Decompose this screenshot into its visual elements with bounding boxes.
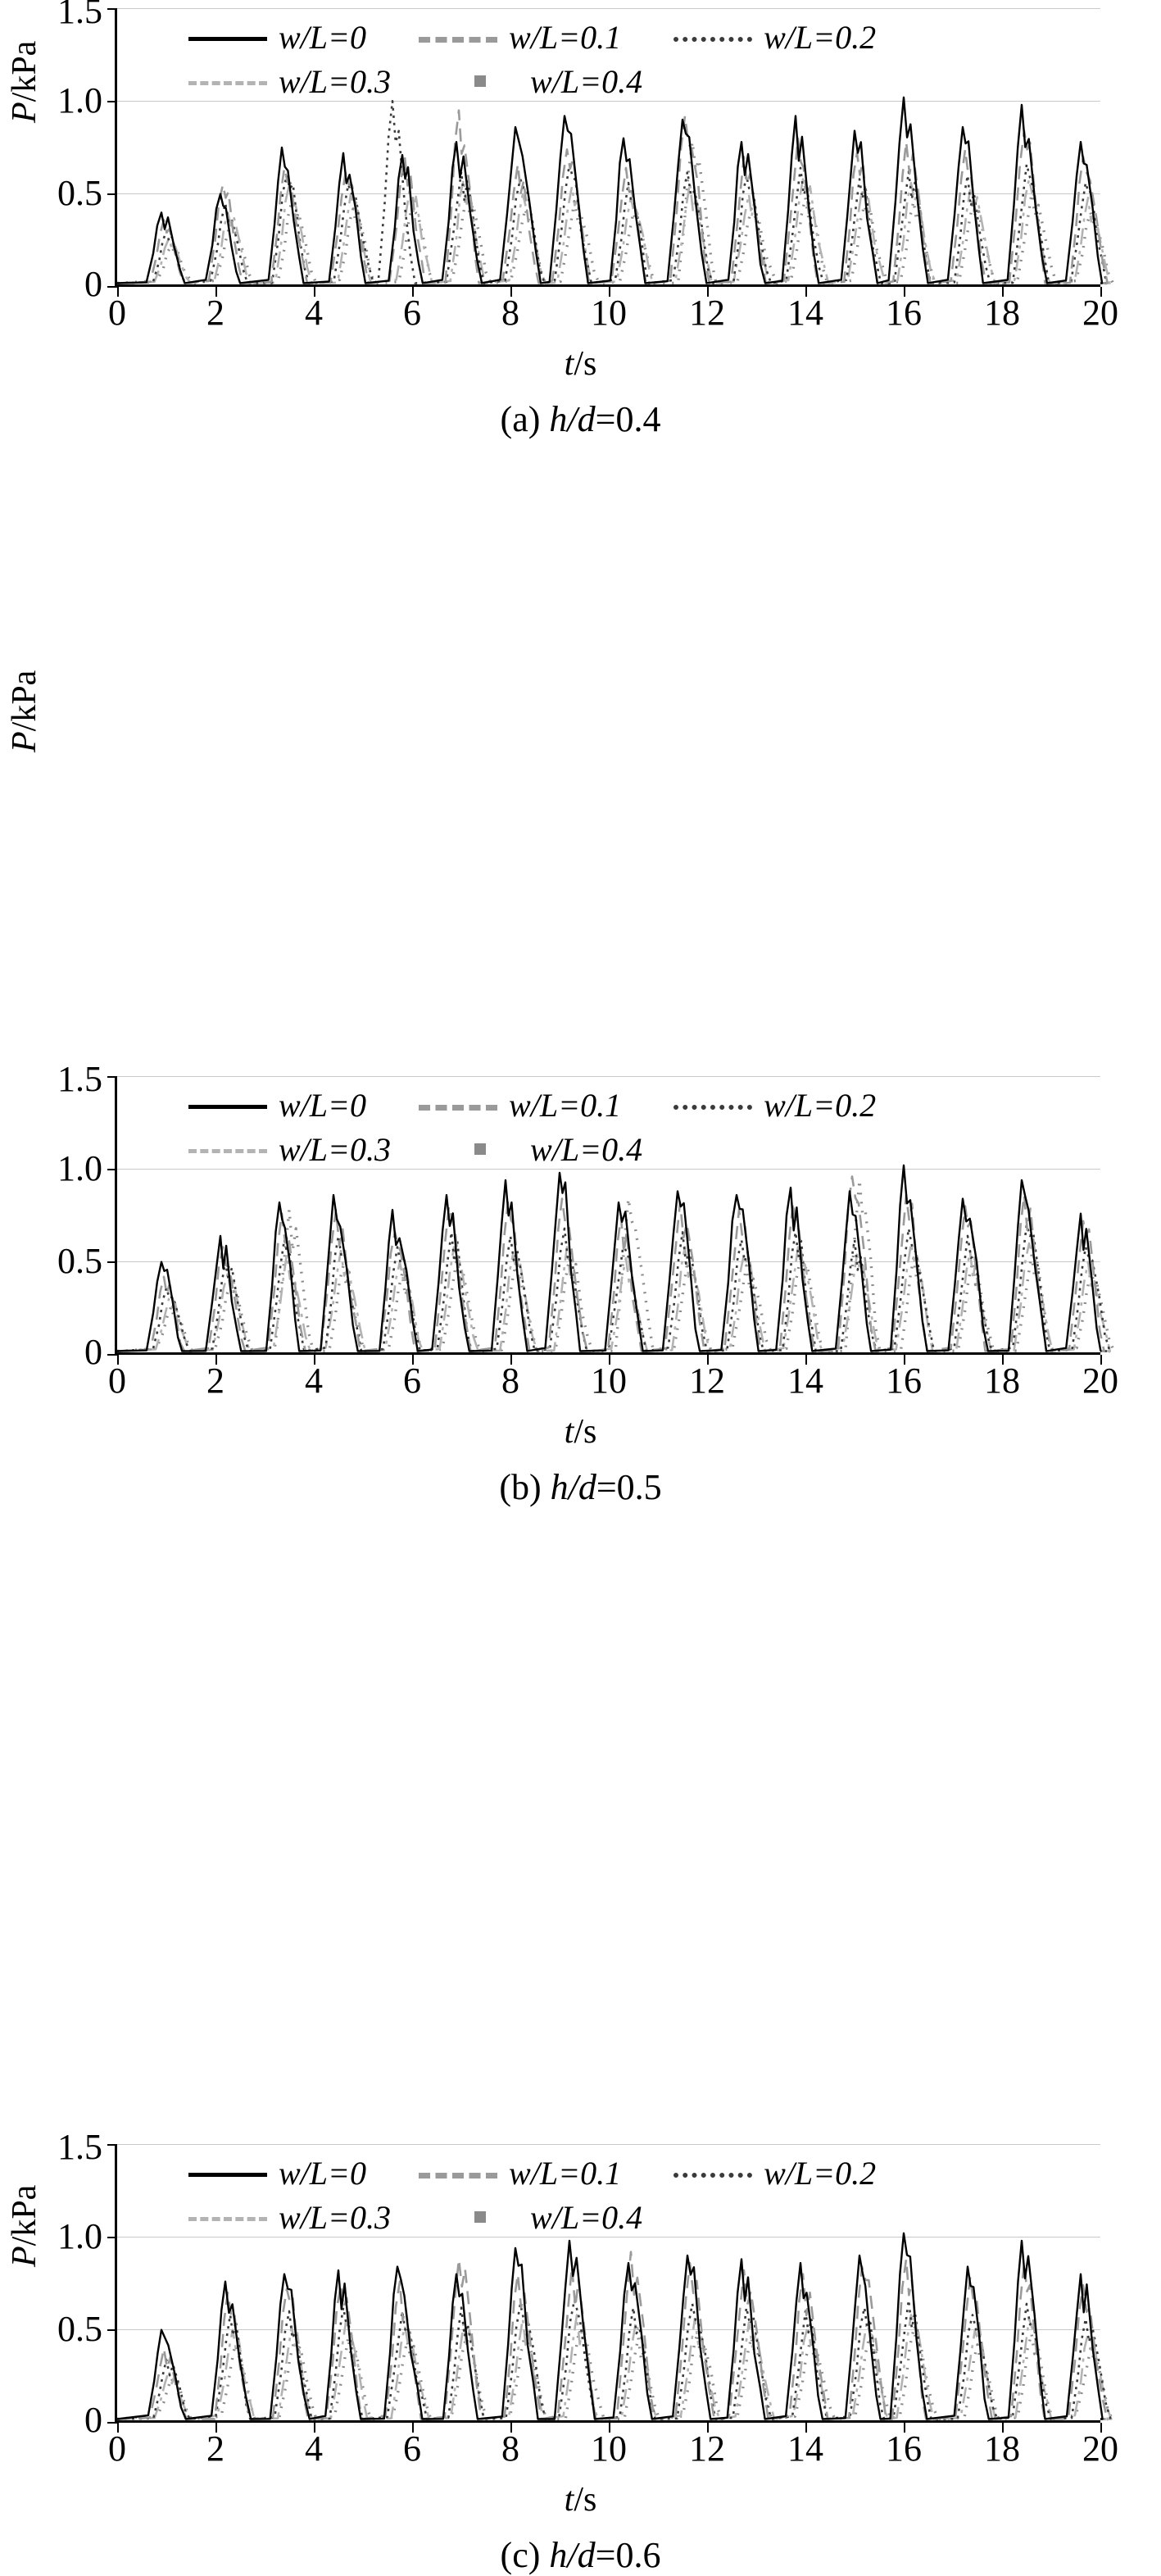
y-tick-0.5 bbox=[107, 193, 117, 195]
y-tick-label-1.0: 1.0 bbox=[57, 2216, 102, 2256]
x-tick-label-16: 16 bbox=[886, 2428, 922, 2469]
y-tick-1.0 bbox=[107, 101, 117, 102]
legend-swatch-square-icon bbox=[440, 2208, 519, 2226]
x-tick-label-0: 0 bbox=[108, 2428, 126, 2469]
y-tick-label-0.5: 0.5 bbox=[57, 173, 102, 213]
legend-item-wl0 bbox=[188, 2154, 366, 2192]
y-tick-label-1.5: 1.5 bbox=[57, 2127, 102, 2167]
y-tick-label-0.5: 0.5 bbox=[57, 1241, 102, 1281]
panel-caption-a: (a) h/d=0.4 bbox=[500, 399, 661, 439]
legend-item-wl02 bbox=[673, 2154, 876, 2192]
legend-label: w/L=0.1 bbox=[509, 18, 622, 56]
x-tick-label-10: 10 bbox=[591, 293, 627, 333]
x-tick-label-14: 14 bbox=[787, 2428, 823, 2469]
x-tick-label-14: 14 bbox=[787, 293, 823, 333]
legend-row-1 bbox=[188, 15, 1090, 59]
legend-label: w/L=0 bbox=[279, 18, 367, 56]
legend-label: w/L=0.4 bbox=[530, 1130, 643, 1168]
legend-swatch-dash-icon bbox=[419, 28, 497, 46]
x-tick-label-10: 10 bbox=[591, 2428, 627, 2469]
x-tick-label-4: 4 bbox=[305, 2428, 323, 2469]
y-tick-label-0: 0 bbox=[84, 2400, 102, 2440]
legend-item-wl01 bbox=[419, 1086, 621, 1124]
series-path bbox=[117, 98, 1102, 284]
legend-swatch-dashdot-icon bbox=[188, 2208, 267, 2226]
x-tick-label-6: 6 bbox=[403, 1361, 421, 1401]
legend-item-wl0 bbox=[188, 18, 366, 57]
x-tick-label-18: 18 bbox=[984, 2428, 1020, 2469]
series-path bbox=[117, 2300, 1110, 2419]
series-path bbox=[117, 2252, 1107, 2419]
x-tick-label-10: 10 bbox=[591, 1361, 627, 1401]
legend-label: w/L=0.2 bbox=[764, 1086, 877, 1124]
legend-item-wl02 bbox=[673, 1086, 876, 1124]
legend-swatch-solid-icon bbox=[188, 2164, 267, 2182]
legend-c bbox=[188, 2151, 1090, 2239]
x-axis-title-a: t/s bbox=[564, 345, 597, 383]
y-tick-1.5 bbox=[107, 2144, 117, 2146]
panel-caption-c: (c) h/d=0.6 bbox=[500, 2535, 661, 2575]
legend-label: w/L=0.4 bbox=[530, 62, 643, 100]
legend-swatch-solid-icon bbox=[188, 1096, 267, 1114]
legend-label: w/L=0.2 bbox=[764, 18, 877, 56]
x-tick-label-20: 20 bbox=[1082, 293, 1118, 333]
chart-panel-a bbox=[0, 0, 1161, 629]
x-tick-label-12: 12 bbox=[689, 293, 725, 333]
y-tick-1.0 bbox=[107, 2237, 117, 2238]
x-tick-label-14: 14 bbox=[787, 1361, 823, 1401]
y-tick-0.5 bbox=[107, 2329, 117, 2331]
legend-item-wl0 bbox=[188, 1086, 366, 1124]
legend-swatch-dashdot-icon bbox=[188, 72, 267, 90]
legend-label: w/L=0 bbox=[279, 2154, 367, 2192]
legend-item-wl03 bbox=[188, 62, 391, 101]
x-axis-title-c: t/s bbox=[564, 2481, 597, 2519]
y-tick-0 bbox=[107, 2422, 117, 2424]
x-tick-label-8: 8 bbox=[501, 2428, 519, 2469]
x-tick-label-0: 0 bbox=[108, 1361, 126, 1401]
legend-item-wl01 bbox=[419, 18, 621, 57]
legend-label: w/L=0.4 bbox=[530, 2198, 643, 2236]
legend-swatch-dot-icon bbox=[673, 28, 752, 46]
legend-label: w/L=0.1 bbox=[509, 1086, 622, 1124]
y-tick-label-0: 0 bbox=[84, 264, 102, 304]
legend-swatch-square-icon bbox=[440, 72, 519, 90]
x-tick-label-18: 18 bbox=[984, 293, 1020, 333]
y-tick-1.0 bbox=[107, 1169, 117, 1170]
y-tick-label-0: 0 bbox=[84, 1332, 102, 1372]
x-tick-label-8: 8 bbox=[501, 293, 519, 333]
x-tick-label-20: 20 bbox=[1082, 2428, 1118, 2469]
legend-item-wl03 bbox=[188, 2198, 391, 2237]
legend-swatch-square-icon bbox=[440, 1140, 519, 1158]
x-tick-label-12: 12 bbox=[689, 1361, 725, 1401]
legend-label: w/L=0.1 bbox=[509, 2154, 622, 2192]
x-tick-label-18: 18 bbox=[984, 1361, 1020, 1401]
chart-panel-c bbox=[0, 1259, 1161, 2575]
x-tick-label-2: 2 bbox=[206, 2428, 224, 2469]
y-tick-label-1.5: 1.5 bbox=[57, 0, 102, 31]
legend-row-1 bbox=[188, 2151, 1090, 2195]
x-tick-label-6: 6 bbox=[403, 2428, 421, 2469]
x-tick-label-0: 0 bbox=[108, 293, 126, 333]
legend-a bbox=[188, 15, 1090, 103]
legend-item-wl01 bbox=[419, 2154, 621, 2192]
y-tick-label-1.0: 1.0 bbox=[57, 80, 102, 120]
legend-item-wl04 bbox=[440, 62, 642, 101]
legend-label: w/L=0.3 bbox=[279, 1130, 392, 1168]
x-tick-label-16: 16 bbox=[886, 1361, 922, 1401]
legend-label: w/L=0.2 bbox=[764, 2154, 877, 2192]
legend-swatch-dash-icon bbox=[419, 2164, 497, 2182]
legend-item-wl02 bbox=[673, 18, 876, 57]
legend-label: w/L=0.3 bbox=[279, 62, 392, 100]
chart-panel-b bbox=[0, 629, 1161, 1507]
legend-b bbox=[188, 1083, 1090, 1171]
panel-caption-b: (b) h/d=0.5 bbox=[499, 1467, 662, 1507]
legend-swatch-dot-icon bbox=[673, 2164, 752, 2182]
x-tick-label-2: 2 bbox=[206, 1361, 224, 1401]
y-tick-label-1.5: 1.5 bbox=[57, 1059, 102, 1099]
legend-label: w/L=0 bbox=[279, 1086, 367, 1124]
legend-item-wl04 bbox=[440, 2198, 642, 2237]
y-tick-label-1.0: 1.0 bbox=[57, 1148, 102, 1188]
x-tick-label-20: 20 bbox=[1082, 1361, 1118, 1401]
legend-row-2 bbox=[188, 59, 1090, 103]
legend-swatch-dash-icon bbox=[419, 1096, 497, 1114]
legend-item-wl03 bbox=[188, 1130, 391, 1169]
y-axis-title-b: P/kPa bbox=[6, 670, 43, 752]
legend-swatch-solid-icon bbox=[188, 28, 267, 46]
x-tick-label-4: 4 bbox=[305, 293, 323, 333]
x-tick-label-4: 4 bbox=[305, 1361, 323, 1401]
y-axis-title-a: P/kPa bbox=[6, 40, 43, 123]
legend-row-2 bbox=[188, 2195, 1090, 2239]
y-axis-title-c: P/kPa bbox=[6, 2184, 43, 2267]
x-tick-label-2: 2 bbox=[206, 293, 224, 333]
x-tick-label-8: 8 bbox=[501, 1361, 519, 1401]
y-tick-1.5 bbox=[107, 1076, 117, 1078]
legend-row-1 bbox=[188, 1083, 1090, 1127]
y-tick-label-0.5: 0.5 bbox=[57, 2309, 102, 2349]
legend-swatch-dot-icon bbox=[673, 1096, 752, 1114]
y-tick-1.5 bbox=[107, 8, 117, 10]
x-tick-label-12: 12 bbox=[689, 2428, 725, 2469]
x-tick-label-16: 16 bbox=[886, 293, 922, 333]
legend-row-2 bbox=[188, 1127, 1090, 1171]
legend-swatch-dashdot-icon bbox=[188, 1140, 267, 1158]
series-path bbox=[117, 2233, 1103, 2419]
legend-item-wl04 bbox=[440, 1130, 642, 1169]
legend-label: w/L=0.3 bbox=[279, 2198, 392, 2236]
y-tick-0 bbox=[107, 286, 117, 288]
x-axis-title-b: t/s bbox=[564, 1413, 597, 1451]
x-tick-label-6: 6 bbox=[403, 293, 421, 333]
